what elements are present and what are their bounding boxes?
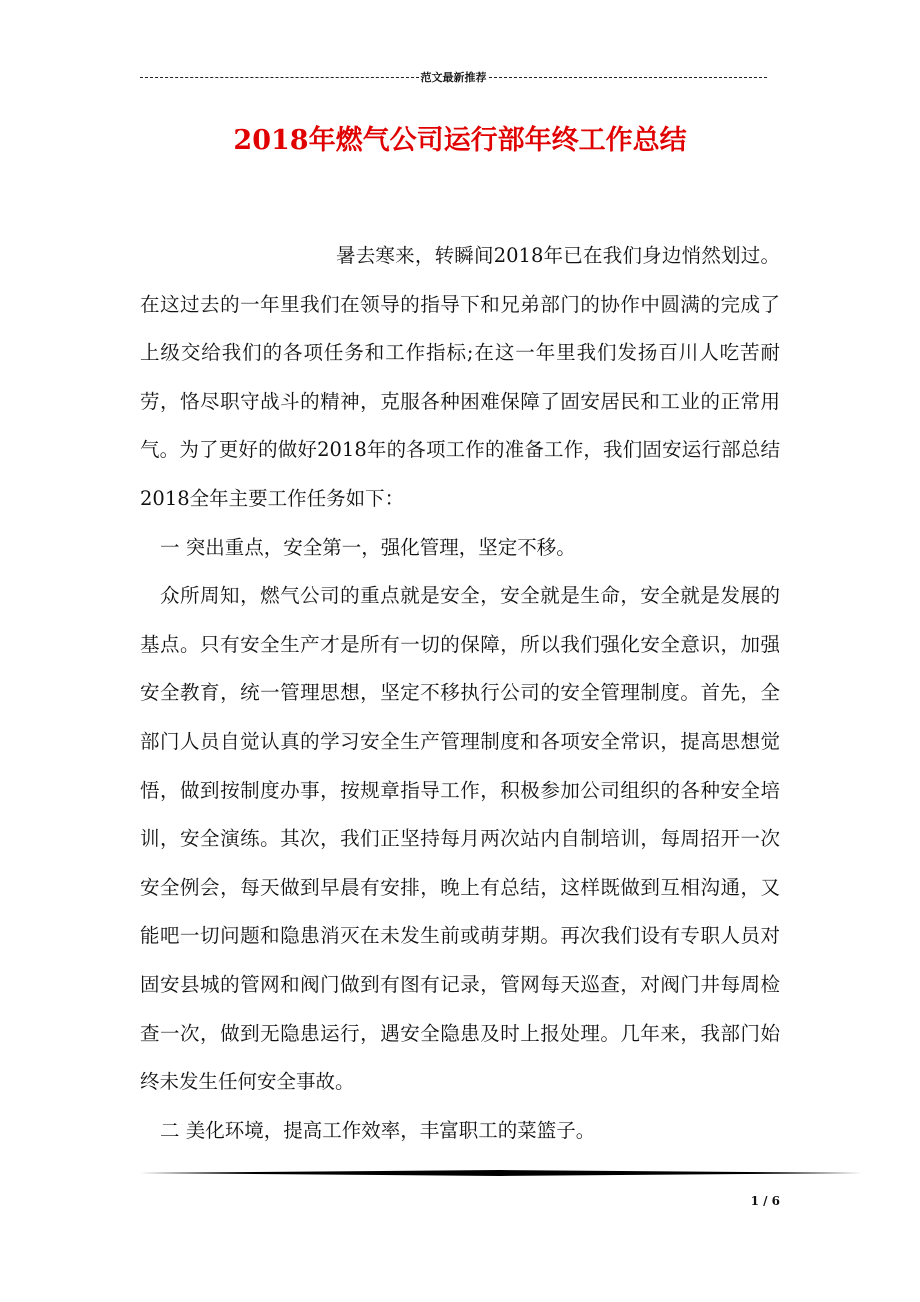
section-heading-2: 二 美化环境，提高工作效率，丰富职工的菜篮子。 — [160, 1118, 596, 1142]
header-rule — [140, 67, 767, 87]
document-body — [140, 232, 780, 1155]
section-heading-1: 一 突出重点，安全第一，强化管理，坚定不移。 — [160, 535, 576, 559]
header-dash-right — [489, 77, 768, 78]
footer-rule — [140, 1170, 862, 1176]
page-number: 1 / 6 — [750, 1194, 780, 1208]
intro-paragraph: 暑去寒来，转瞬间2018年已在我们身边悄然划过。在这过去的一年里我们在领导的指导下和兄弟部门的协作中圆满的完成了上级交给我们的各项任务和工作指标;在这一年里我们发扬百川人吃苦耐劳，恪尽职守战斗的精神，克服各种困难保障了固安居民和工业的正常用气。为了更好的做好2018年的各项工作的准备工作，我们固安运行部总结2018全年主要工作任务如下： — [140, 244, 780, 510]
document-title: 2018年燃气公司运行部年终工作总结 — [233, 125, 687, 156]
header-label: 范文最新推荐 — [420, 71, 487, 84]
safety-paragraph: 众所周知，燃气公司的重点就是安全，安全就是生命，安全就是发展的基点。只有安全生产才是所有一切的保障，所以我们强化安全意识，加强安全教育，统一管理思想，坚定不移执行公司的安全管理制度。首先，全部门人员自觉认真的学习安全生产管理制度和各项安全常识，提高思想觉悟，做到按制度办事，按规章指导工作，积极参加公司组织的各种安全培训，安全演练。其次，我们正坚持每月两次站内自制培训，每周招开一次安全例会，每天做到早晨有安排，晚上有总结，这样既做到互相沟通，又能吧一切问题和隐患消灭在未发生前或萌芽期。再次我们设有专职人员对固安县城的管网和阀门做到有图有记录，管网每天巡查，对阀门井每周检查一次，做到无隐患运行，遇安全隐患及时上报处理。几年来，我部门始终未发生任何安全事故。 — [140, 584, 780, 1094]
header-dash-left — [140, 77, 419, 78]
